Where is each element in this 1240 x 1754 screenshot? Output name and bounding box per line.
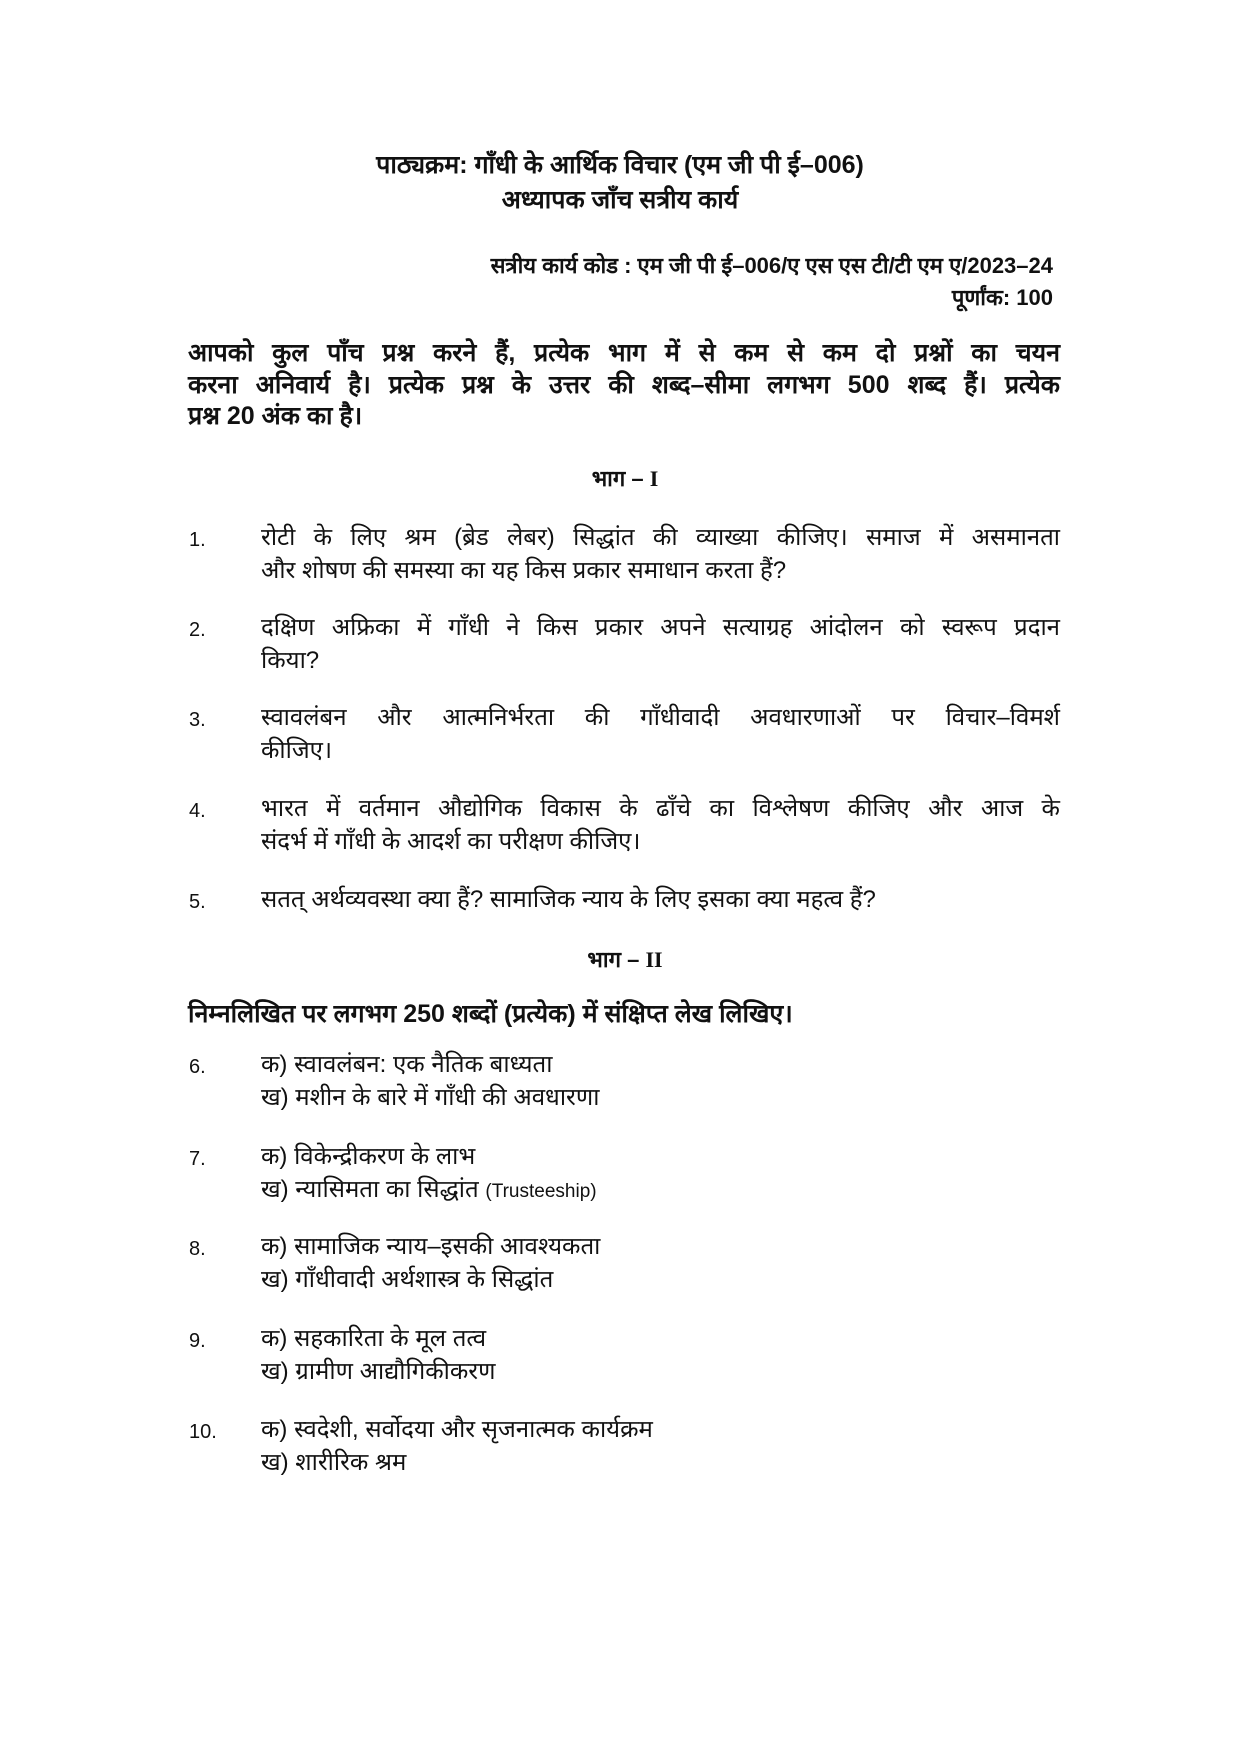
- section-2-instruction: निम्नलिखित पर लगभग 250 शब्दों (प्रत्येक) में संक्षिप्त लेख लिखिए।: [188, 1000, 793, 1028]
- question-part-b: ख) शारीरिक श्रम: [261, 1449, 407, 1476]
- question-number: 5.: [189, 891, 206, 913]
- question-text: सतत् अर्थव्यवस्था क्या हैं? सामाजिक न्याय के लिए इसका क्या महत्व हैं?: [261, 886, 876, 913]
- section-heading-label: भाग –: [591, 466, 644, 491]
- question-number: 9.: [189, 1330, 206, 1352]
- question-number: 3.: [189, 709, 206, 731]
- question-number: 10.: [189, 1421, 217, 1443]
- question-text: किया?: [261, 647, 320, 674]
- question-number: 6.: [189, 1056, 206, 1078]
- instruction-line: आपको कुल पाँच प्रश्न करने हैं, प्रत्येक भाग में से कम से कम दो प्रश्नों का चयन: [188, 339, 1060, 367]
- question-part-a: क) सामाजिक न्याय–इसकी आवश्यकता: [261, 1233, 601, 1260]
- instruction-line: करना अनिवार्य है। प्रत्येक प्रश्न के उत्तर की शब्द–सीमा लगभग 500 शब्द हैं। प्रत्येक: [188, 371, 1060, 399]
- question-part-a: क) स्वावलंबन: एक नैतिक बाध्यता: [261, 1051, 553, 1078]
- assignment-title: अध्यापक जाँच सत्रीय कार्य: [501, 186, 739, 214]
- question-part-b: ख) मशीन के बारे में गाँधी की अवधारणा: [261, 1084, 600, 1111]
- question-text: कीजिए।: [261, 737, 333, 764]
- section-heading-roman: II: [645, 947, 663, 972]
- section-heading-roman: I: [649, 466, 659, 491]
- question-text: और शोषण की समस्या का यह किस प्रकार समाधान करता हैं?: [261, 557, 787, 584]
- section-heading-2: [0, 949, 1240, 971]
- max-marks: पूर्णांक: 100: [951, 285, 1053, 310]
- section-heading-label: भाग –: [587, 947, 640, 972]
- question-text: संदर्भ में गाँधी के आदर्श का परीक्षण कीजिए।: [261, 828, 641, 855]
- question-text: रोटी के लिए श्रम (ब्रेड लेबर) सिद्धांत की व्याख्या कीजिए। समाज में असमानता: [261, 524, 1060, 551]
- question-part-a: क) स्वदेशी, सर्वोदया और सृजनात्मक कार्यक्रम: [261, 1416, 653, 1443]
- question-number: 8.: [189, 1238, 206, 1260]
- question-part-b-row: [261, 1178, 597, 1202]
- instruction-line: प्रश्न 20 अंक का है।: [188, 402, 363, 430]
- question-text: स्वावलंबन और आत्मनिर्भरता की गाँधीवादी अवधारणाओं पर विचार–विमर्श: [261, 704, 1060, 731]
- question-number: 4.: [189, 800, 206, 822]
- course-title: पाठ्यक्रम: गाँधी के आर्थिक विचार (एम जी पी ई–006): [376, 151, 864, 179]
- section-heading-1: [0, 468, 1240, 490]
- question-part-b: ख) ग्रामीण आद्यौगिकीकरण: [261, 1358, 496, 1385]
- assignment-code: सत्रीय कार्य कोड : एम जी पी ई–006/ए एस एस टी/टी एम ए/2023–24: [490, 253, 1053, 278]
- question-part-b-note: (Trusteeship): [485, 1181, 597, 1202]
- question-part-b: ख) न्यासिमता का सिद्धांत: [261, 1176, 479, 1203]
- question-text: दक्षिण अफ्रिका में गाँधी ने किस प्रकार अपने सत्याग्रह आंदोलन को स्वरूप प्रदान: [261, 614, 1060, 641]
- question-part-a: क) विकेन्द्रीकरण के लाभ: [261, 1143, 476, 1170]
- question-number: 1.: [189, 529, 206, 551]
- question-number: 7.: [189, 1148, 206, 1170]
- question-part-a: क) सहकारिता के मूल तत्व: [261, 1325, 487, 1352]
- question-part-b: ख) गाँधीवादी अर्थशास्त्र के सिद्धांत: [261, 1266, 554, 1293]
- question-number: 2.: [189, 619, 206, 641]
- question-text: भारत में वर्तमान औद्योगिक विकास के ढाँचे का विश्लेषण कीजिए और आज के: [261, 795, 1060, 822]
